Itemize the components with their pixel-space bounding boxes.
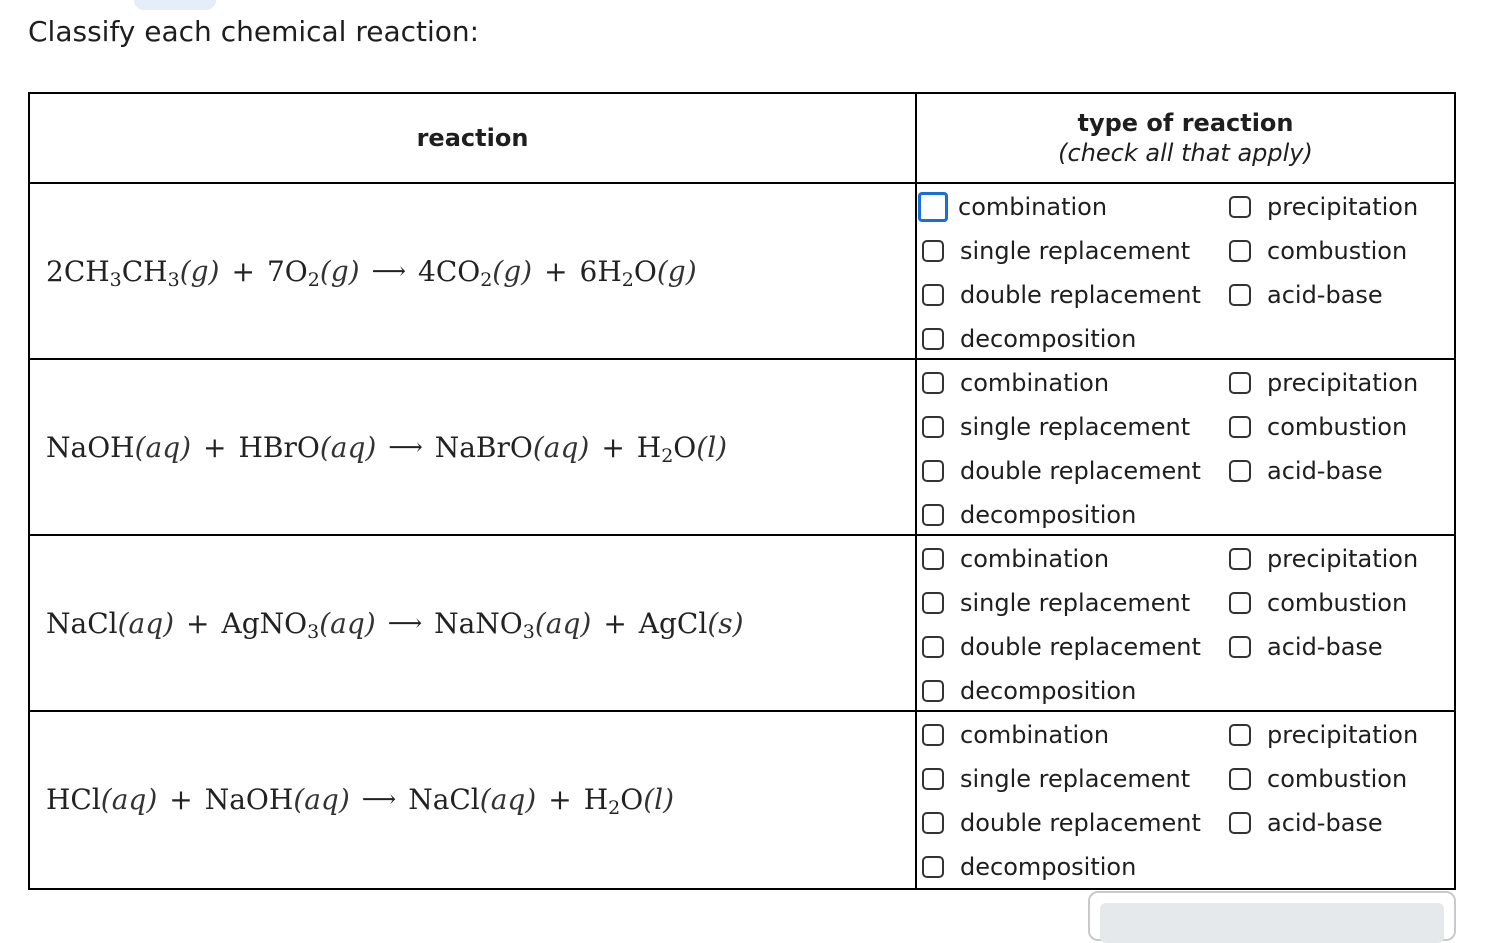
checkbox-box[interactable]: [922, 636, 944, 658]
checkbox-box[interactable]: [922, 592, 944, 614]
checkbox-box[interactable]: [1229, 460, 1251, 482]
table-row: [30, 184, 1454, 360]
checkbox-combination[interactable]: combination: [922, 187, 1107, 227]
checkbox-single-replacement[interactable]: single replacement: [922, 583, 1190, 623]
checkbox-box[interactable]: [1229, 592, 1251, 614]
table-row: [30, 360, 1454, 536]
header-reaction: reaction: [416, 124, 529, 152]
checkbox-box[interactable]: [922, 372, 944, 394]
checkbox-box[interactable]: [1229, 196, 1251, 218]
checkbox-precipitation[interactable]: precipitation: [1229, 715, 1418, 755]
checkbox-double-replacement[interactable]: double replacement: [922, 275, 1201, 315]
checkbox-double-replacement[interactable]: double replacement: [922, 803, 1201, 843]
table-row: [30, 712, 1454, 888]
question-prompt: Classify each chemical reaction:: [28, 15, 480, 48]
answer-toolbar[interactable]: [1100, 903, 1444, 943]
checkbox-box[interactable]: [922, 328, 944, 350]
checkbox-box[interactable]: [922, 768, 944, 790]
checkbox-box[interactable]: [922, 680, 944, 702]
reaction-equation-2: NaOH (aq) + HBrO (aq) ⟶ NaBrO (aq) + H 2 O (l): [46, 430, 728, 467]
checkbox-decomposition[interactable]: decomposition: [922, 671, 1136, 711]
header-type-of-reaction: [917, 94, 1454, 182]
checkbox-combination[interactable]: combination: [922, 539, 1109, 579]
table-row: [30, 536, 1454, 712]
checkbox-acid-base[interactable]: acid-base: [1229, 275, 1383, 315]
checkbox-acid-base[interactable]: acid-base: [1229, 451, 1383, 491]
checkbox-precipitation[interactable]: precipitation: [1229, 539, 1418, 579]
checkbox-acid-base[interactable]: acid-base: [1229, 627, 1383, 667]
checkbox-box[interactable]: [1229, 724, 1251, 746]
checkbox-decomposition[interactable]: decomposition: [922, 847, 1136, 887]
checkbox-box[interactable]: [922, 724, 944, 746]
checkbox-double-replacement[interactable]: double replacement: [922, 627, 1201, 667]
checkbox-box[interactable]: [922, 284, 944, 306]
checkbox-combustion[interactable]: combustion: [1229, 231, 1407, 271]
checkbox-combination[interactable]: combination: [922, 715, 1109, 755]
answer-toolbar-card: [1088, 891, 1456, 941]
checkbox-decomposition[interactable]: decomposition: [922, 495, 1136, 535]
header-type-title: type of reaction: [1077, 109, 1294, 137]
checkbox-box[interactable]: [922, 856, 944, 878]
checkbox-box[interactable]: [1229, 284, 1251, 306]
checkbox-box[interactable]: [918, 192, 948, 222]
checkbox-precipitation[interactable]: precipitation: [1229, 187, 1418, 227]
reaction-equation-4: HCl (aq) + NaOH (aq) ⟶ NaCl (aq) + H 2 O (l): [46, 782, 674, 819]
checkbox-double-replacement[interactable]: double replacement: [922, 451, 1201, 491]
checkbox-box[interactable]: [1229, 240, 1251, 262]
checkbox-single-replacement[interactable]: single replacement: [922, 231, 1190, 271]
checkbox-box[interactable]: [922, 548, 944, 570]
reaction-equation-3: NaCl (aq) + AgNO 3 (aq) ⟶ NaNO 3 (aq) + AgCl (s): [46, 606, 744, 643]
checkbox-box[interactable]: [922, 504, 944, 526]
header-type-hint: (check all that apply): [1058, 139, 1313, 167]
column-divider: [915, 94, 917, 888]
checkbox-box[interactable]: [922, 460, 944, 482]
checkbox-single-replacement[interactable]: single replacement: [922, 407, 1190, 447]
checkbox-box[interactable]: [922, 416, 944, 438]
checkbox-box[interactable]: [1229, 812, 1251, 834]
checkbox-box[interactable]: [1229, 768, 1251, 790]
table-header-row: [30, 94, 1454, 184]
reaction-table: [28, 92, 1456, 890]
top-tab: [134, 0, 216, 10]
checkbox-acid-base[interactable]: acid-base: [1229, 803, 1383, 843]
checkbox-box[interactable]: [1229, 636, 1251, 658]
checkbox-box[interactable]: [922, 812, 944, 834]
checkbox-box[interactable]: [1229, 416, 1251, 438]
checkbox-combustion[interactable]: combustion: [1229, 759, 1407, 799]
checkbox-box[interactable]: [1229, 548, 1251, 570]
checkbox-combustion[interactable]: combustion: [1229, 407, 1407, 447]
checkbox-box[interactable]: [922, 240, 944, 262]
checkbox-box[interactable]: [1229, 372, 1251, 394]
checkbox-single-replacement[interactable]: single replacement: [922, 759, 1190, 799]
checkbox-combustion[interactable]: combustion: [1229, 583, 1407, 623]
checkbox-decomposition[interactable]: decomposition: [922, 319, 1136, 359]
checkbox-combination[interactable]: combination: [922, 363, 1109, 403]
checkbox-precipitation[interactable]: precipitation: [1229, 363, 1418, 403]
reaction-equation-1: 2CH 3 CH 3 (g) + 7O 2 (g) ⟶ 4CO 2 (g) + 6H 2 O (g): [46, 254, 697, 291]
